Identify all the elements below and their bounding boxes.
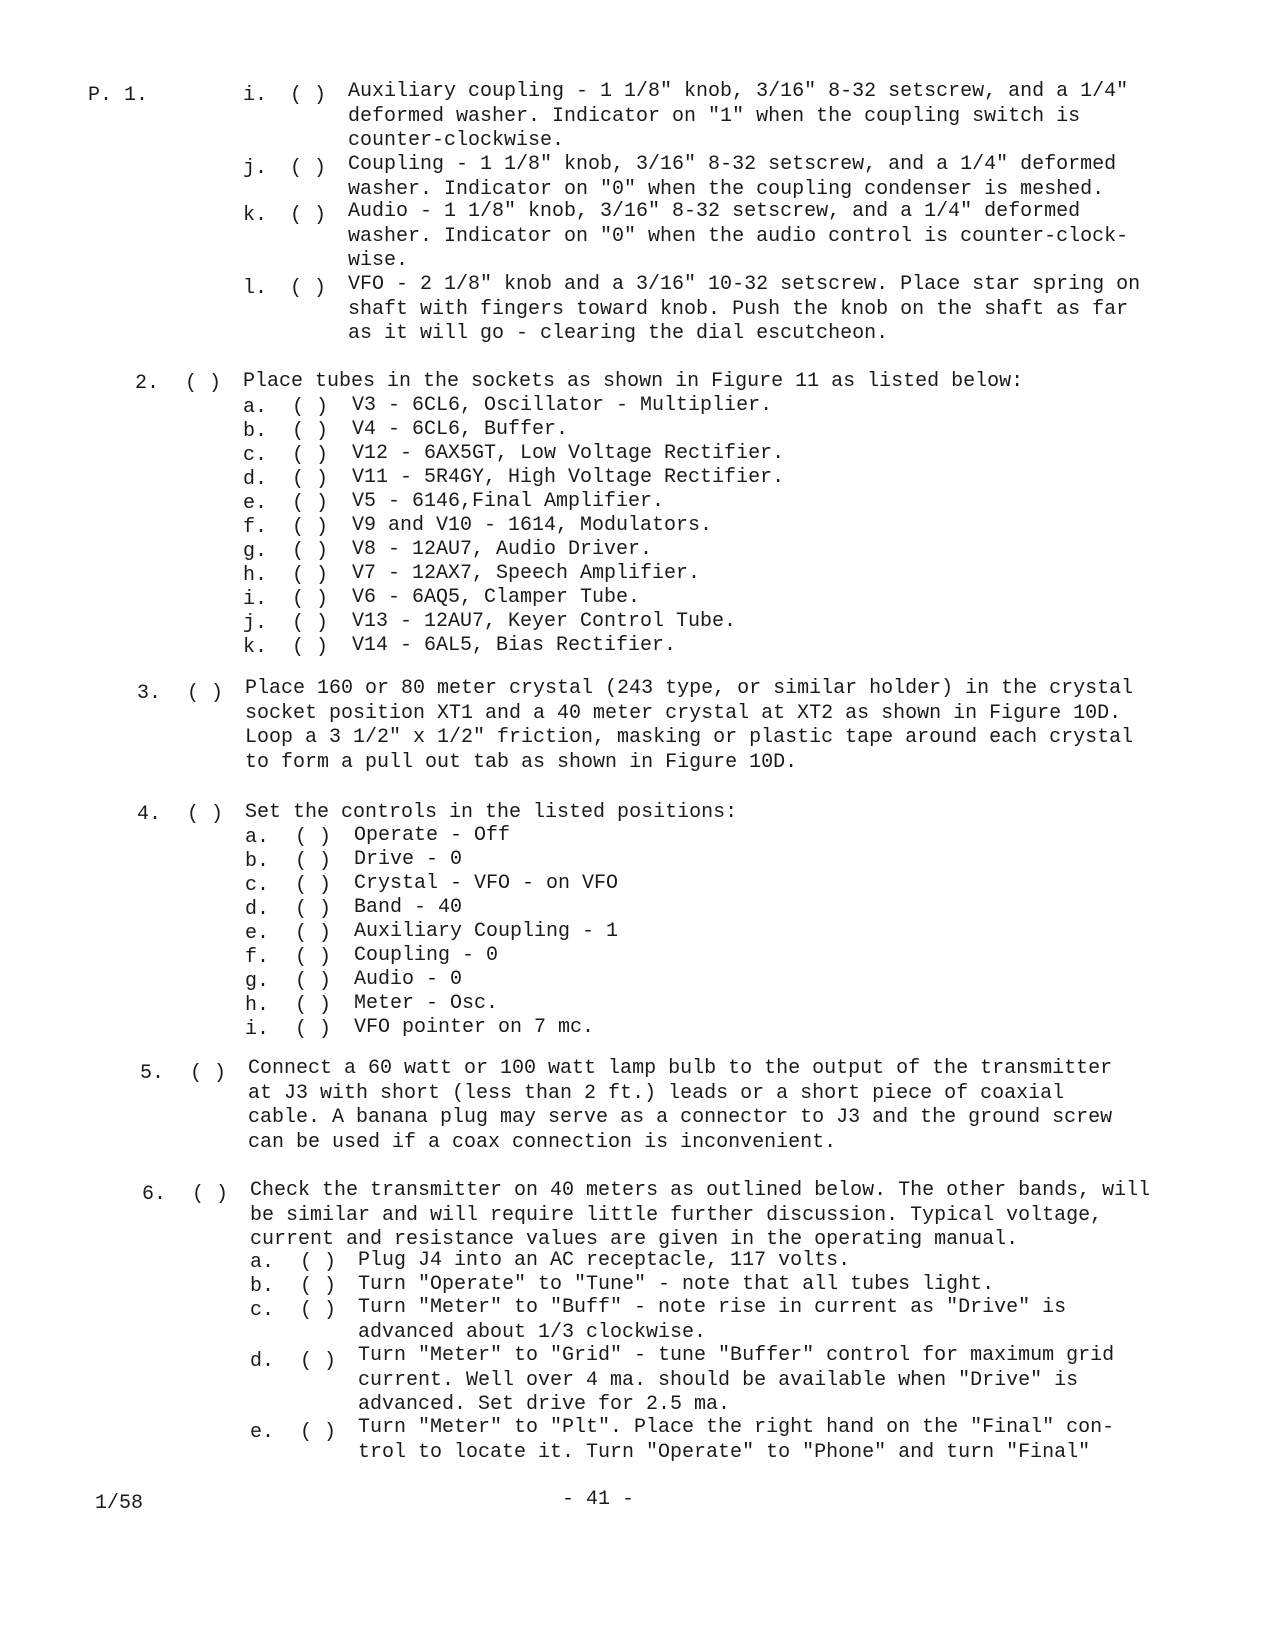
item-text: V6 - 6AQ5, Clamper Tube.	[352, 586, 641, 609]
checkbox[interactable]: ( )	[292, 564, 329, 587]
step-text: Set the controls in the listed positions:	[245, 801, 738, 824]
checkbox[interactable]: ( )	[292, 468, 329, 491]
checkbox[interactable]: ( )	[295, 946, 332, 969]
footer-date: 1/58	[95, 1492, 144, 1515]
item-text: V7 - 12AX7, Speech Amplifier.	[352, 562, 701, 585]
item-text: Coupling - 0	[354, 944, 499, 967]
checkbox[interactable]: ( )	[295, 922, 332, 945]
item-text: V5 - 6146,Final Amplifier.	[352, 490, 665, 513]
checkbox[interactable]: ( )	[300, 1275, 337, 1298]
item-letter: e.	[250, 1421, 275, 1444]
item-text: Auxiliary coupling - 1 1/8" knob, 3/16" 8-32 setscrew, and a 1/4" deformed washer. Indicator on "1" when the coupling switch is counter-clockwise.	[348, 80, 1141, 152]
checkbox[interactable]: ( )	[187, 803, 224, 826]
item-letter: d.	[250, 1350, 275, 1373]
item-text: Turn "Meter" to "Grid" - tune "Buffer" control for maximum grid current. Well over 4 ma. should be available when "Drive" is advanced. Set drive for 2.5 ma.	[358, 1344, 1127, 1416]
checkbox[interactable]: ( )	[292, 540, 329, 563]
item-letter: c.	[250, 1299, 275, 1322]
item-letter: f.	[243, 516, 268, 539]
item-letter: b.	[250, 1275, 275, 1298]
item-text: V11 - 5R4GY, High Voltage Rectifier.	[352, 466, 785, 489]
item-text: Turn "Operate" to "Tune" - note that all tubes light.	[358, 1273, 995, 1296]
item-text: Turn "Meter" to "Buff" - note rise in current as "Drive" is advanced about 1/3 clockwise.	[358, 1296, 1079, 1344]
checkbox[interactable]: ( )	[192, 1183, 229, 1206]
item-text: V4 - 6CL6, Buffer.	[352, 418, 569, 441]
item-text: VFO - 2 1/8" knob and a 3/16" 10-32 setscrew. Place star spring on shaft with fingers toward knob. Push the knob on the shaft as far as it will go - clearing the dial escutcheon.	[348, 273, 1153, 345]
item-letter: a.	[243, 396, 268, 419]
item-letter: c.	[245, 874, 270, 897]
item-text: Turn "Meter" to "Plt". Place the right hand on the "Final" con-trol to locate it. Turn "Operate" to "Phone" and turn "Final"	[358, 1416, 1115, 1464]
step-number: 6.	[142, 1183, 167, 1206]
item-text: Drive - 0	[354, 848, 463, 871]
checkbox[interactable]: ( )	[292, 492, 329, 515]
item-letter: b.	[245, 850, 270, 873]
item-letter: b.	[243, 420, 268, 443]
checkbox[interactable]: ( )	[295, 850, 332, 873]
step-number: 2.	[135, 372, 160, 395]
item-text: Band - 40	[354, 896, 463, 919]
checkbox[interactable]: ( )	[295, 994, 332, 1017]
checkbox[interactable]: ( )	[290, 84, 327, 107]
checkbox[interactable]: ( )	[292, 612, 329, 635]
item-letter: j.	[243, 612, 268, 635]
item-letter: a.	[250, 1251, 275, 1274]
footer-page-number: - 41 -	[562, 1488, 635, 1511]
item-letter: g.	[243, 540, 268, 563]
step-number: 5.	[140, 1062, 165, 1085]
item-text: Plug J4 into an AC receptacle, 117 volts.	[358, 1249, 851, 1272]
checkbox[interactable]: ( )	[295, 898, 332, 921]
item-letter: i.	[245, 1018, 270, 1041]
checkbox[interactable]: ( )	[292, 588, 329, 611]
checkbox[interactable]: ( )	[290, 277, 327, 300]
item-letter: k.	[243, 636, 268, 659]
checkbox[interactable]: ( )	[300, 1421, 337, 1444]
step-text: Place 160 or 80 meter crystal (243 type, or similar holder) in the crystal socket position XT1 and a 40 meter crystal at XT2 as shown in Figure 10D. Loop a 3 1/2" x 1/2" friction, masking or plastic tape around each crystal to form a pull out tab as shown in Figure 10D.	[245, 677, 1146, 774]
checkbox[interactable]: ( )	[300, 1350, 337, 1373]
step-number: 3.	[137, 682, 162, 705]
checkbox[interactable]: ( )	[290, 204, 327, 227]
checkbox[interactable]: ( )	[300, 1251, 337, 1274]
item-text: V3 - 6CL6, Oscillator - Multiplier.	[352, 394, 773, 417]
checkbox[interactable]: ( )	[292, 444, 329, 467]
item-letter: a.	[245, 826, 270, 849]
item-text: Audio - 0	[354, 968, 463, 991]
checkbox[interactable]: ( )	[292, 420, 329, 443]
item-letter: e.	[245, 922, 270, 945]
item-text: V14 - 6AL5, Bias Rectifier.	[352, 634, 677, 657]
item-text: Crystal - VFO - on VFO	[354, 872, 619, 895]
item-text: V12 - 6AX5GT, Low Voltage Rectifier.	[352, 442, 785, 465]
step-text: Place tubes in the sockets as shown in Figure 11 as listed below:	[243, 370, 1024, 393]
item-letter: f.	[245, 946, 270, 969]
item-letter: d.	[245, 898, 270, 921]
checkbox[interactable]: ( )	[295, 874, 332, 897]
checkbox[interactable]: ( )	[295, 826, 332, 849]
item-letter: h.	[245, 994, 270, 1017]
item-letter: e.	[243, 492, 268, 515]
item-text: Auxiliary Coupling - 1	[354, 920, 619, 943]
step-text: Check the transmitter on 40 meters as outlined below. The other bands, will be similar and will require little further discussion. Typical voltage, current and resistance values are given in the operating manual.	[250, 1179, 1163, 1251]
section-label: P. 1.	[88, 84, 149, 107]
item-letter: d.	[243, 468, 268, 491]
item-text: V9 and V10 - 1614, Modulators.	[352, 514, 713, 537]
checkbox[interactable]: ( )	[295, 970, 332, 993]
item-letter: c.	[243, 444, 268, 467]
item-text: Audio - 1 1/8" knob, 3/16" 8-32 setscrew, and a 1/4" deformed washer. Indicator on "0" when the audio control is counter-clock-wise.	[348, 200, 1129, 272]
checkbox[interactable]: ( )	[290, 157, 327, 180]
item-letter: g.	[245, 970, 270, 993]
item-text: V8 - 12AU7, Audio Driver.	[352, 538, 653, 561]
item-letter: h.	[243, 564, 268, 587]
checkbox[interactable]: ( )	[185, 372, 222, 395]
item-text: VFO pointer on 7 mc.	[354, 1016, 595, 1039]
item-text: Coupling - 1 1/8" knob, 3/16" 8-32 setscrew, and a 1/4" deformed washer. Indicator on "0" when the coupling condenser is meshed.	[348, 153, 1129, 201]
item-letter: i.	[243, 84, 268, 107]
checkbox[interactable]: ( )	[292, 516, 329, 539]
step-text: Connect a 60 watt or 100 watt lamp bulb to the output of the transmitter at J3 with short (less than 2 ft.) leads or a short piece of coaxial cable. A banana plug may serve as a connector to J3 and the ground screw can be used if a coax connection is inconvenient.	[248, 1057, 1125, 1154]
item-text: Meter - Osc.	[354, 992, 499, 1015]
step-number: 4.	[137, 803, 162, 826]
item-letter: i.	[243, 588, 268, 611]
checkbox[interactable]: ( )	[190, 1062, 227, 1085]
item-text: V13 - 12AU7, Keyer Control Tube.	[352, 610, 737, 633]
item-letter: j.	[243, 157, 268, 180]
item-letter: l.	[243, 277, 268, 300]
checkbox[interactable]: ( )	[187, 682, 224, 705]
checkbox[interactable]: ( )	[295, 1018, 332, 1041]
item-letter: k.	[243, 204, 268, 227]
checkbox[interactable]: ( )	[300, 1299, 337, 1322]
item-text: Operate - Off	[354, 824, 511, 847]
checkbox[interactable]: ( )	[292, 396, 329, 419]
checkbox[interactable]: ( )	[292, 636, 329, 659]
